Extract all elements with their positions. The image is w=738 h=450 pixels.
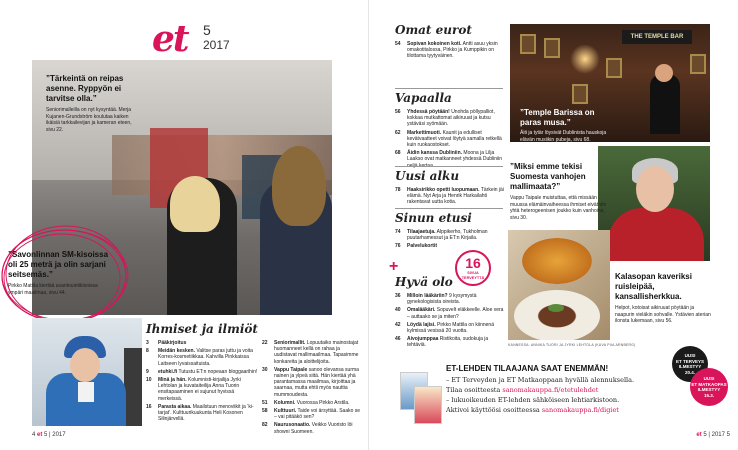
shop-link[interactable]: sanomakauppa.fi/etetulehdet (502, 386, 599, 394)
section-title: Omat eurot (395, 23, 472, 37)
page-number: 4 (32, 432, 36, 438)
issue-year: 2017 (203, 38, 230, 52)
magazine-logo: et (152, 18, 188, 60)
toc-row[interactable]: 3 Pääkirjoitus (146, 340, 187, 346)
toc-row[interactable]: 58 Kulttuuri. Taide voi ärsyttää. Saako se – vai pitääkö sen? (262, 408, 361, 421)
toc-row[interactable]: 78 Haaksirikko opetti luopumaan. Tärkein jäi elämä. Nyt Arja ja Henrik Harkailahti rakentavat uutta kotia. (395, 187, 504, 206)
quote-text: Helpot, kotoisat aikiruuat pöytään ja naapurin vieläkin sohvalle. Ystävien aterian ilonsta lukemaan, sivu 56. (615, 305, 711, 324)
quote-seniormodels (46, 74, 138, 133)
banner-headline: ET-LEHDEN TILAAJANA SAAT ENEMMÄN! (446, 364, 609, 373)
quote-vappu (510, 162, 610, 221)
banner-line: – ET Terveyden ja ET Matkaoppaan hyvällä alennuksella. (446, 376, 635, 384)
toc-row[interactable]: 42 Löydä lajisi. Pirkko Mattila on kiinnenä kylmissä vesissä 20 vuotta. (395, 321, 494, 335)
quote-title: ”Miksi emme tekisi Suomesta vanhojen mallimaata?” (510, 162, 586, 191)
toc-row[interactable]: 68 Äidin kanssa Dubliniin. Moona ja Lilja Laakso ovat matkanneet yhdessä Dubliniin (395, 150, 503, 163)
red-scribble-callout (0, 220, 135, 330)
section-title: Sinun etusi (395, 211, 472, 225)
toc-column-1 (146, 340, 258, 424)
toc-row[interactable]: 10 Minä ja hän. Kolumnisti-kirjailija Jyrki Lehtolan ja kuvataiteilija Anna Tuorin ensitapaaminen ei sujunut hyvissä merkeissä. (146, 377, 241, 402)
banner-line: Aktivoi käyttöösi osoitteessa sanomakauppa.fi/digiet (446, 406, 619, 414)
section-sinun-etusi (395, 212, 505, 252)
stamp-label: SIVUA (467, 271, 479, 275)
stamp-number: 16 (465, 255, 481, 271)
toc-row[interactable]: 54 Sopivan kokoinen koti. Antti asuu yksin omakotitalossa, Pirkko ja Kumppikin on tilottama tyytyväinen. (395, 41, 498, 60)
toc-row[interactable]: 30 Vappu Taipale sanoo olevansa surma nainen ja ylpeä siitä. Hän kiertää yhä parantamassa maailmaa, kirjoittaa ja saarnaa, mutta ehtii myös nauttia mummoudesta. (262, 366, 359, 398)
issue-number: 5 (203, 22, 211, 38)
digi-link[interactable]: sanomakauppa.fi/digiet (541, 406, 619, 414)
quote-text: Seniorimalleilla on nyt kysyntää. Merja Kujanen-Grundström koulutaa kaiken ikäisiä tarkkailevijan ja kameran eteen, sivu 22. (46, 107, 132, 133)
toc-row[interactable]: 16 Parasta aikaa. Maailstuun menoviikit ja ‘ki-tarjat’. Kulttuurikuukunta Heli Kosonen Silinjärvellä. (146, 403, 254, 423)
section-uusi-alku (395, 170, 505, 208)
vappu-taipale-photo (598, 146, 710, 261)
bar-sign: THE TEMPLE BAR (622, 30, 692, 44)
cover-caption: KANNESSA: ANNIKA TUORI JA JYRKI LEHTOLA (KUVA PIIA ARNBERG) (508, 343, 636, 347)
toc-row[interactable]: 62 Markettimuoti. Kaunit ja edulliset kevätvaatteet voivat löytyä samalla retkellä kuin ruokaostokset. (395, 129, 502, 149)
toc-row[interactable]: 76 Palvelukortit (395, 243, 438, 250)
page-footer-left (32, 432, 66, 438)
section-title: Hyvä olo (395, 275, 453, 289)
quote-temple-bar (520, 108, 610, 143)
quote-title: ”Temple Barissa on paras musa.” (520, 108, 595, 127)
section-title: Uusi alku (395, 169, 460, 183)
divider (395, 88, 503, 89)
quote-title: ”Tärkeintä on reipas asenne. Ryppyön ei tarvitse olla.” (46, 74, 124, 103)
badge-et-terveys: UUSI ET TERVEYS ILMESTYY 20.4. (672, 346, 708, 382)
quote-title: Kalasopan kaveriksi ruisleipää, kansallisherkkua. (615, 272, 692, 301)
food-photo (508, 230, 610, 340)
toc-row[interactable]: 56 Yhdessä pöytään! Unohda pöllypalliot, kokkaa mutkattomat aikiruuat ja kutsu ystäväsi syömään. (395, 109, 495, 128)
toc-row[interactable]: 22 Seniorimallit. Lopuutaiko mainostajat huomanneet kellä on rahaa ja uudistavat mallimaailmaa. Tapasimme konkareita ja aloittelijoita. (262, 340, 359, 365)
section-title: Vapaalla (395, 91, 452, 105)
footer-issue: 5 | 2017 (44, 432, 66, 438)
section-title-ihmiset: Ihmiset ja ilmiöt (146, 322, 258, 336)
swimmer-photo (32, 318, 142, 426)
page-number: 5 (726, 432, 730, 438)
toc-row[interactable]: 46 Aivojumppaa Ristikoita, sudokuja ja tehtäviä. (395, 336, 489, 349)
footer-issue: 5 | 2017 (703, 432, 725, 438)
toc-row[interactable]: 82 Naurusonaatio. Veikko Vuoristo löi showni Suomeen. (262, 422, 353, 435)
page-footer-right (696, 432, 730, 438)
plus-icon: + (389, 258, 399, 275)
subscription-banner (398, 352, 710, 430)
divider (395, 208, 503, 209)
toc-row[interactable]: 9 etuhki.fi Tutustu ET:n nopeaan bloggaarihin! (146, 368, 258, 375)
toc-row[interactable]: 8 Meidän kesken. Valitse paras juttu ja voita Korres-kosmetiikkaa. Kahvilla Pinkkaissa Laitseen lyvaissaituista. (146, 348, 253, 367)
footer-mag: et (37, 432, 43, 438)
toc-row[interactable]: 40 Omalääkäri. Sopuvelt eläkkeelle. Aloe vera – auttaako se ja miten? (395, 307, 504, 320)
callout-title: ”Savonlinnan SM-kisoissa oli 25 meträ ja olin sarjani seitsemäs.” (8, 250, 109, 279)
stamp-label-2: TERVEYTTÄ (461, 275, 485, 280)
section-omat-eurot (395, 24, 505, 62)
section-hyva-olo (395, 276, 505, 351)
footer-mag: et (696, 432, 702, 438)
banner-line: Tilaa osoitteesta sanomakauppa.fi/etetulehdet (446, 386, 599, 394)
divider (395, 166, 503, 167)
toc-row[interactable]: 74 Tilaajaetuja. Alppikerho, Tukholman puutarhamessut ja ET:n Kirjaila. (395, 229, 488, 242)
toc-row[interactable]: 51 Kolumni. Vuorossa Pirkko Arstila. (262, 399, 350, 406)
section-vapaalla (395, 92, 505, 171)
magazine-covers (398, 366, 442, 426)
quote-text: Äiti ja tytär löysivät Dublinista hauskoja elävän musiikin pubeja, sivu 68. (520, 130, 607, 143)
banner-line: – lukuoikeuden ET-lehden sähköiseen lehtiarkistoon. (446, 396, 620, 404)
callout-text: Pirkko Mattila kiertää avantouintikisoissa ympäri maailmaa, sivu 44. (8, 283, 98, 296)
badge-et-matkaopas: UUSI ET MATKAOPAS ILMESTYY 15.3. (690, 368, 728, 406)
quote-kalasoppa (615, 272, 715, 325)
toc-column-2 (262, 340, 364, 437)
toc-row[interactable]: 36 Milloin lääkäriin? 9 kysymystä gynekologisista oireista. (395, 293, 477, 306)
quote-text: Vappu Taipale muistuttaa, että missään muussa elämäinvaiheessa ihmiset eivät ole yhtä heterogeenisen joukko kuin vanhoina, sivu 30. (510, 195, 607, 221)
